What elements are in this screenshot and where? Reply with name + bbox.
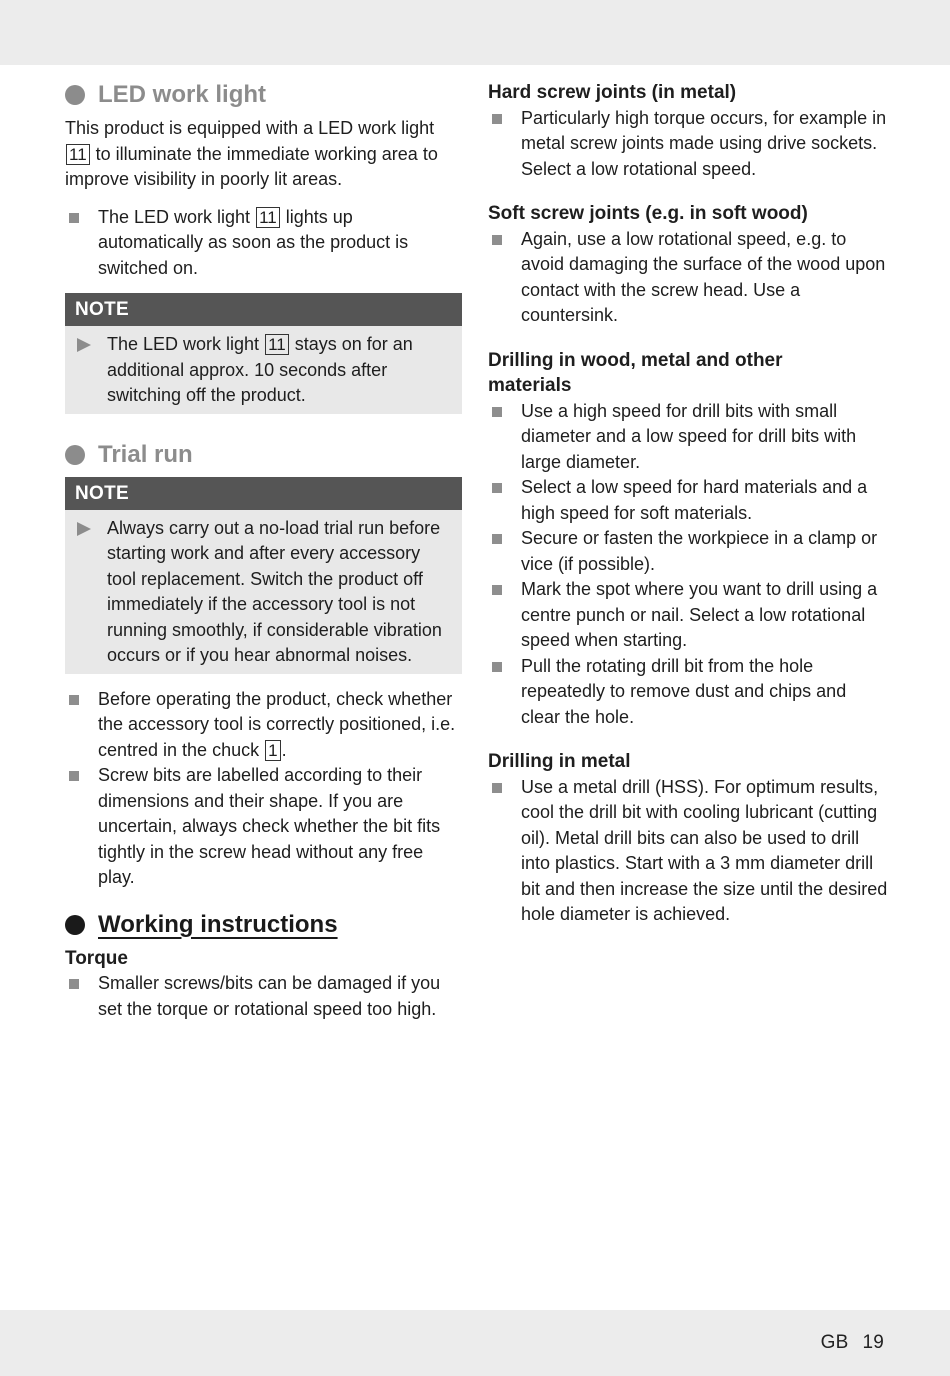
top-band	[0, 0, 950, 65]
bullet-circle-icon	[65, 445, 85, 465]
list-item	[488, 227, 888, 329]
led-bullet-list	[65, 205, 462, 282]
triangle-bullet-icon	[77, 338, 91, 352]
torque-bullet-text: Smaller screws/bits can be damaged if you set the torque or rotational speed too high.	[98, 973, 441, 1019]
trial-bullet-list	[65, 687, 462, 891]
list-item	[488, 475, 888, 526]
working-instructions-title: Working instructions	[98, 910, 338, 938]
soft-screw-joints-heading: Soft screw joints (e.g. in soft wood)	[488, 203, 808, 224]
page-number: 19	[862, 1332, 884, 1353]
part-ref-1: 1	[265, 740, 280, 761]
square-bullet-icon	[69, 771, 79, 781]
note-item	[75, 516, 448, 669]
list-item	[65, 971, 462, 1022]
drilling-wood-bullet-5: Pull the rotating drill bit from the hole repeatedly to remove dust and chips and clear the hole.	[521, 655, 847, 727]
list-item	[488, 577, 888, 654]
led-work-light-title: LED work light	[98, 81, 266, 108]
working-instructions-heading	[65, 910, 462, 940]
led-intro-paragraph	[65, 116, 462, 193]
square-bullet-icon	[492, 585, 502, 595]
torque-bullet-list	[65, 971, 462, 1022]
left-column	[65, 80, 462, 1022]
hard-bullet-list	[488, 106, 888, 183]
list-item	[65, 205, 462, 282]
drilling-wood-bullet-4: Mark the spot where you want to drill using a centre punch or nail. Select a low rotational speed when starting.	[521, 579, 878, 650]
right-column	[488, 80, 888, 928]
square-bullet-icon	[492, 483, 502, 493]
trial-run-heading	[65, 440, 462, 470]
square-bullet-icon	[492, 534, 502, 544]
trial-bullet-text-2: Screw bits are labelled according to their dimensions and their shape. If you are uncertain, always check whether the bit fits tightly in the screw head without any free play.	[98, 765, 441, 887]
part-ref-11: 11	[265, 334, 289, 355]
triangle-bullet-icon	[77, 522, 91, 536]
drilling-metal-bullet-text: Use a metal drill (HSS). For optimum results, cool the drill bit with cooling lubricant (cutting oil). Metal drill bits can also be used to drill into plastics. Start with a 3 mm diameter drill bit and then increase the size until the desired hole diameter is achieved.	[521, 776, 888, 924]
list-item	[488, 399, 888, 476]
part-ref-11: 11	[256, 207, 280, 228]
bullet-circle-icon	[65, 915, 85, 935]
led-note-box	[65, 293, 462, 414]
led-intro-text-2: to illuminate the immediate working area to improve visibility in poorly lit areas.	[65, 143, 438, 189]
list-item	[65, 763, 462, 891]
soft-bullet-list	[488, 227, 888, 329]
list-item	[488, 526, 888, 577]
hard-bullet-text: Particularly high torque occurs, for example in metal screw joints made using drive sockets. Select a low rotational speed.	[521, 107, 887, 179]
square-bullet-icon	[492, 407, 502, 417]
list-item	[488, 654, 888, 731]
led-work-light-heading	[65, 80, 462, 110]
hard-screw-joints-heading: Hard screw joints (in metal)	[488, 82, 737, 103]
square-bullet-icon	[69, 979, 79, 989]
drilling-wood-bullet-list	[488, 399, 888, 731]
page-footer	[821, 1332, 884, 1354]
note-item	[75, 332, 448, 409]
drilling-metal-heading: Drilling in metal	[488, 751, 631, 772]
square-bullet-icon	[492, 783, 502, 793]
bottom-band	[0, 1310, 950, 1376]
led-bullet-text-1: The LED work light	[98, 206, 256, 227]
square-bullet-icon	[492, 662, 502, 672]
bullet-circle-icon	[65, 85, 85, 105]
trial-run-title: Trial run	[98, 440, 193, 468]
soft-bullet-text: Again, use a low rotational speed, e.g. to avoid damaging the surface of the wood upon contact with the screw head. Use a countersink.	[521, 228, 886, 325]
note-body	[65, 510, 462, 674]
square-bullet-icon	[492, 235, 502, 245]
drilling-wood-bullet-3: Secure or fasten the workpiece in a clamp or vice (if possible).	[521, 528, 878, 574]
language-code: GB	[820, 1332, 849, 1353]
torque-heading: Torque	[65, 947, 128, 969]
list-item	[65, 687, 462, 764]
led-intro-text-1: This product is equipped with a LED work light	[65, 118, 435, 138]
drilling-wood-bullet-1: Use a high speed for drill bits with small diameter and a low speed for drill bits with large diameter.	[521, 400, 857, 472]
drilling-wood-bullet-2: Select a low speed for hard materials and a high speed for soft materials.	[521, 477, 868, 523]
note-text: Always carry out a no-load trial run before starting work and after every accessory tool replacement. Switch the product off immediately if the accessory tool is not running smoothly, if considerable vibration occurs or if you hear abnormal noises.	[107, 517, 442, 665]
trial-bullet-text-1a: Before operating the product, check whether the accessory tool is correctly positioned, i.e. centred in the chuck	[98, 688, 456, 760]
square-bullet-icon	[69, 695, 79, 705]
note-text-1: The LED work light	[107, 334, 265, 354]
list-item	[488, 106, 888, 183]
note-body	[65, 326, 462, 414]
note-label: NOTE	[65, 477, 462, 510]
drilling-wood-heading: Drilling in wood, metal and other materials	[488, 349, 783, 396]
square-bullet-icon	[69, 213, 79, 223]
drilling-metal-bullet-list	[488, 775, 888, 928]
list-item	[488, 775, 888, 928]
square-bullet-icon	[492, 114, 502, 124]
note-text-2: stays on for an additional approx. 10 seconds after switching off the product.	[107, 334, 413, 405]
part-ref-11: 11	[66, 144, 90, 165]
led-bullet-text-2: lights up automatically as soon as the product is switched on.	[98, 206, 409, 278]
note-label: NOTE	[65, 293, 462, 326]
trial-bullet-text-1b: .	[281, 739, 287, 760]
trial-note-box	[65, 477, 462, 674]
